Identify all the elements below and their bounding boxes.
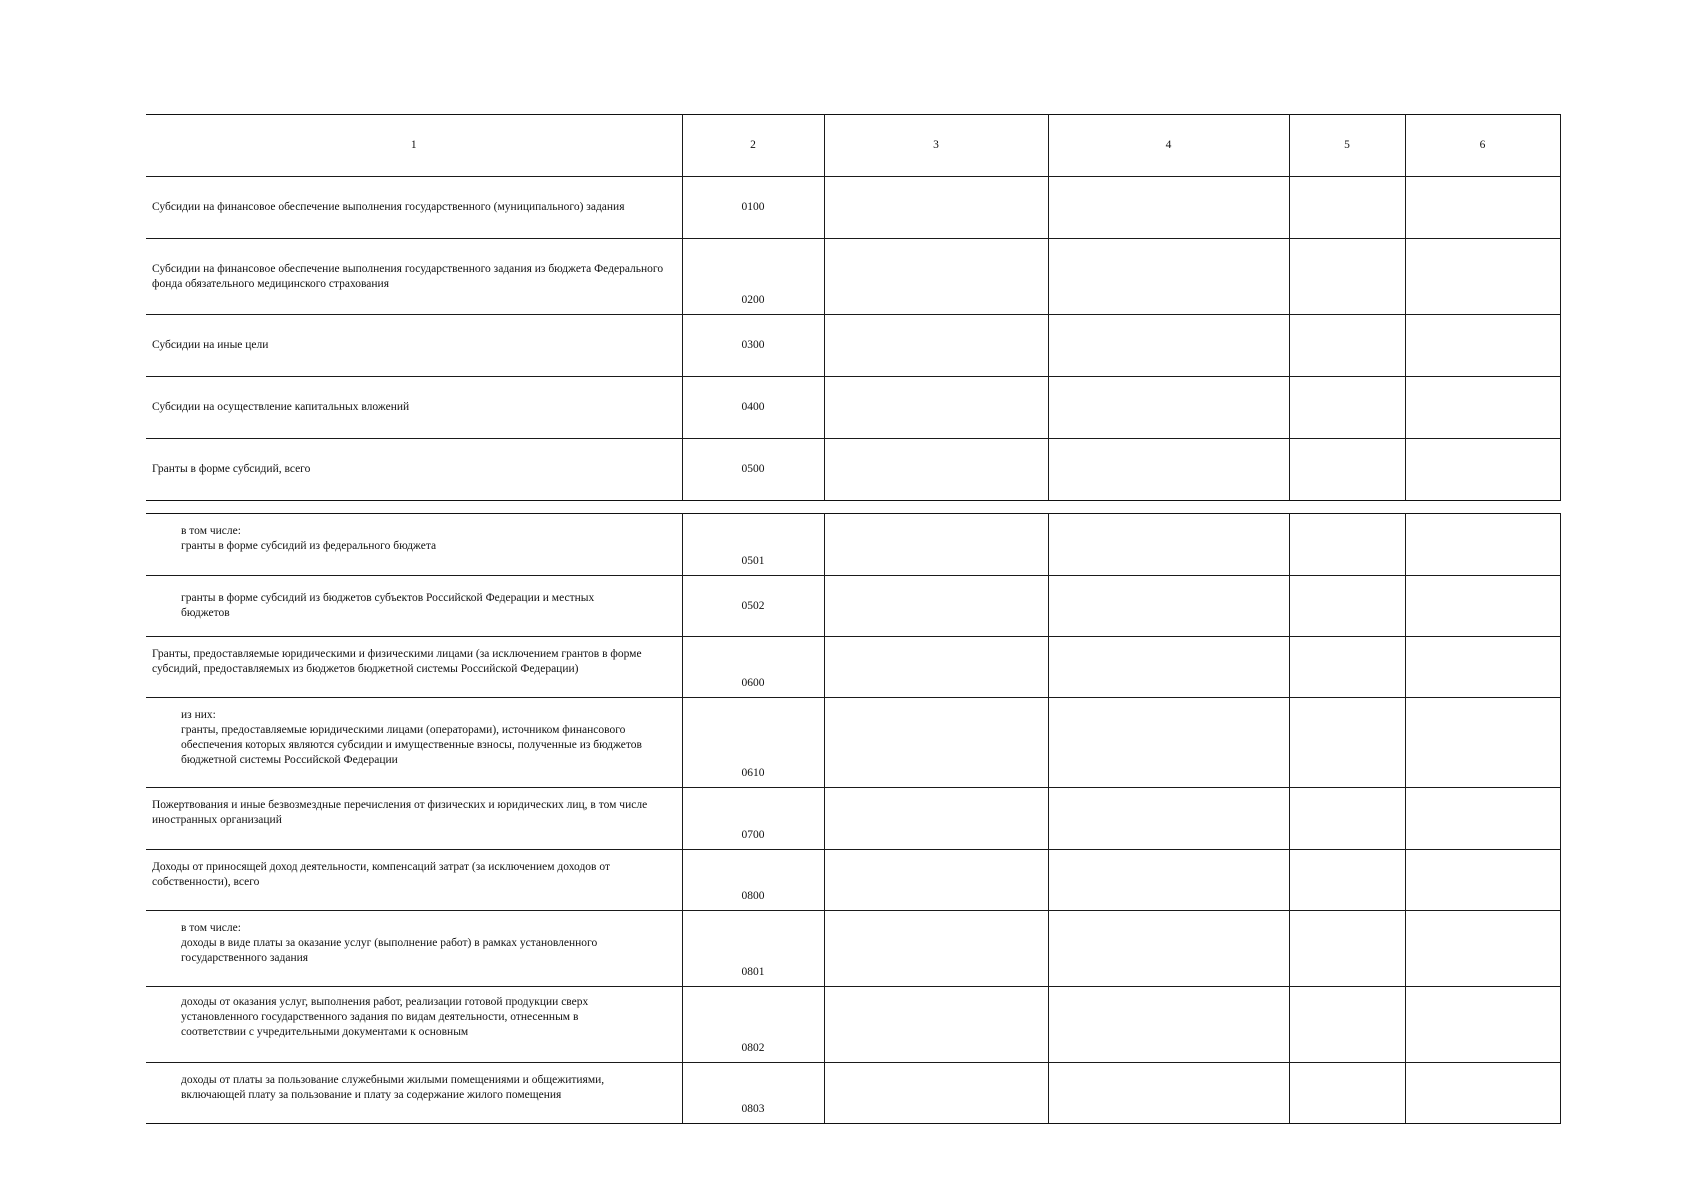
table-row: [146, 439, 1560, 501]
row-code: 0501: [682, 514, 824, 576]
row-description: Субсидии на осуществление капитальных вложений: [146, 377, 682, 439]
row-code: 0400: [682, 377, 824, 439]
table-row: [146, 1063, 1560, 1124]
value-cell: [1048, 698, 1289, 788]
value-cell: [1289, 911, 1405, 987]
table-row: [146, 514, 1560, 576]
value-cell: [1405, 177, 1560, 239]
value-cell: [1048, 911, 1289, 987]
column-header-5: 5: [1289, 115, 1405, 177]
row-code: 0200: [682, 239, 824, 315]
value-cell: [824, 698, 1048, 788]
value-cell: [824, 576, 1048, 637]
row-description: Гранты в форме субсидий, всего: [146, 439, 682, 501]
table-row: [146, 377, 1560, 439]
value-cell: [1289, 514, 1405, 576]
value-cell: [1048, 788, 1289, 850]
value-cell: [1289, 637, 1405, 698]
row-text: гранты в форме субсидий из федерального бюджета: [181, 540, 437, 552]
table-row: [146, 987, 1560, 1063]
value-cell: [1289, 788, 1405, 850]
row-description: Пожертвования и иные безвозмездные перечисления от физических и юридических лиц, в том числе иностранных организаций: [146, 788, 682, 850]
table-row: [146, 637, 1560, 698]
value-cell: [1048, 576, 1289, 637]
row-text: доходы в виде платы за оказание услуг (выполнение работ) в рамках установленного государственного задания: [181, 937, 598, 964]
value-cell: [1048, 377, 1289, 439]
row-code: 0800: [682, 850, 824, 911]
row-description: [146, 911, 682, 987]
value-cell: [1289, 177, 1405, 239]
table-row: [146, 788, 1560, 850]
column-header-1: 1: [146, 115, 682, 177]
row-description: доходы от оказания услуг, выполнения работ, реализации готовой продукции сверх установленного государственного задания по видам деятельности, отнесенным в соответствии с учредительными документами к основным: [146, 987, 682, 1063]
table-block-2: [146, 513, 1561, 1124]
value-cell: [1289, 239, 1405, 315]
row-prefix: в том числе:: [181, 525, 241, 537]
value-cell: [1289, 315, 1405, 377]
value-cell: [1048, 315, 1289, 377]
value-cell: [1048, 514, 1289, 576]
row-code: 0600: [682, 637, 824, 698]
row-description: доходы от платы за пользование служебными жилыми помещениями и общежитиями, включающей плату за пользование и плату за содержание жилого помещения: [146, 1063, 682, 1124]
row-code: 0801: [682, 911, 824, 987]
row-code: 0500: [682, 439, 824, 501]
value-cell: [1405, 637, 1560, 698]
row-code: 0610: [682, 698, 824, 788]
table-row: [146, 850, 1560, 911]
value-cell: [824, 788, 1048, 850]
row-code: 0502: [682, 576, 824, 637]
row-code: 0300: [682, 315, 824, 377]
value-cell: [1405, 315, 1560, 377]
column-header-4: 4: [1048, 115, 1289, 177]
value-cell: [824, 439, 1048, 501]
value-cell: [1289, 850, 1405, 911]
row-code: 0100: [682, 177, 824, 239]
value-cell: [1405, 788, 1560, 850]
table-row: [146, 315, 1560, 377]
row-code: 0802: [682, 987, 824, 1063]
column-header-3: 3: [824, 115, 1048, 177]
value-cell: [1289, 698, 1405, 788]
value-cell: [824, 514, 1048, 576]
value-cell: [1405, 439, 1560, 501]
value-cell: [1405, 987, 1560, 1063]
row-code: 0700: [682, 788, 824, 850]
row-description: Субсидии на финансовое обеспечение выполнения государственного (муниципального) задания: [146, 177, 682, 239]
value-cell: [824, 637, 1048, 698]
row-text: гранты, предоставляемые юридическими лицами (операторами), источником финансового обеспечения которых являются субсидии и имущественные взносы, полученные из бюджетов бюджетной системы Российской Федерации: [181, 724, 642, 766]
value-cell: [1405, 239, 1560, 315]
row-description: гранты в форме субсидий из бюджетов субъектов Российской Федерации и местных бюджетов: [146, 576, 682, 637]
value-cell: [1289, 1063, 1405, 1124]
value-cell: [1289, 439, 1405, 501]
value-cell: [1405, 911, 1560, 987]
value-cell: [1405, 576, 1560, 637]
table-row: [146, 239, 1560, 315]
value-cell: [1405, 698, 1560, 788]
row-code: 0803: [682, 1063, 824, 1124]
value-cell: [1048, 439, 1289, 501]
row-description: Гранты, предоставляемые юридическими и физическими лицами (за исключением грантов в форме субсидий, предоставляемых из бюджетов бюджетной системы Российской Федерации): [146, 637, 682, 698]
table-block-1: [146, 114, 1561, 501]
value-cell: [824, 239, 1048, 315]
table-row: [146, 698, 1560, 788]
value-cell: [824, 1063, 1048, 1124]
value-cell: [1405, 514, 1560, 576]
value-cell: [824, 850, 1048, 911]
row-description: Доходы от приносящей доход деятельности, компенсаций затрат (за исключением доходов от собственности), всего: [146, 850, 682, 911]
value-cell: [1048, 177, 1289, 239]
value-cell: [824, 177, 1048, 239]
value-cell: [1289, 377, 1405, 439]
value-cell: [1405, 377, 1560, 439]
row-description: Субсидии на финансовое обеспечение выполнения государственного задания из бюджета Федерального фонда обязательного медицинского страхования: [146, 239, 682, 315]
row-description: [146, 514, 682, 576]
row-description: Субсидии на иные цели: [146, 315, 682, 377]
row-prefix: из них:: [181, 709, 216, 721]
column-header-6: 6: [1405, 115, 1560, 177]
value-cell: [824, 377, 1048, 439]
value-cell: [1048, 637, 1289, 698]
row-prefix: в том числе:: [181, 922, 241, 934]
value-cell: [824, 987, 1048, 1063]
value-cell: [1048, 1063, 1289, 1124]
value-cell: [1048, 987, 1289, 1063]
value-cell: [1048, 850, 1289, 911]
value-cell: [1289, 576, 1405, 637]
table-row: [146, 911, 1560, 987]
value-cell: [1405, 1063, 1560, 1124]
value-cell: [824, 911, 1048, 987]
value-cell: [1048, 239, 1289, 315]
value-cell: [1405, 850, 1560, 911]
column-header-2: 2: [682, 115, 824, 177]
table-row: [146, 576, 1560, 637]
value-cell: [824, 315, 1048, 377]
row-description: [146, 698, 682, 788]
table-row: [146, 177, 1560, 239]
header-row: [146, 115, 1560, 177]
value-cell: [1289, 987, 1405, 1063]
